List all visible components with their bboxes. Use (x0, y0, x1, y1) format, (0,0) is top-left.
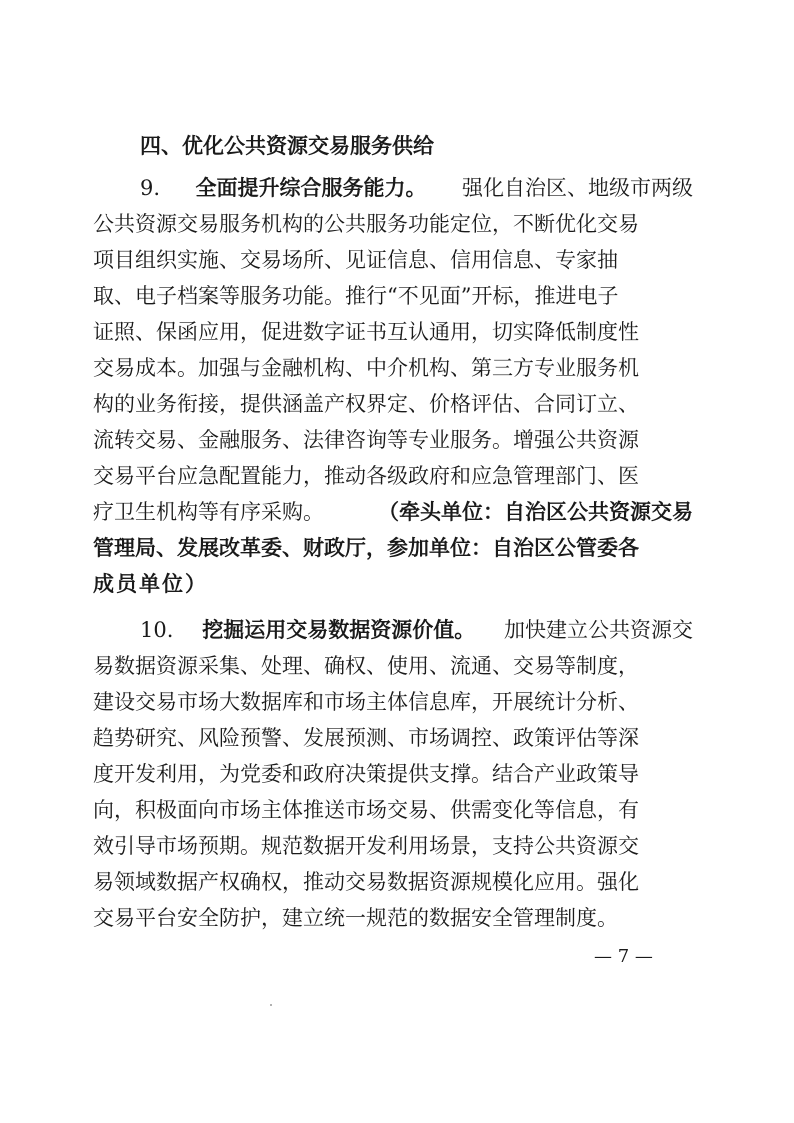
item9-responsible-1: 管理局、发展改革委、财政厅，参加单位：自治区公管委各 (93, 535, 639, 560)
item10-line-4: 趋势研究、风险预警、发展预测、市场调控、政策评估等深 (93, 726, 639, 750)
section-heading: 四、优化公共资源交易服务供给 (140, 134, 434, 158)
item10-line-1 (140, 612, 693, 648)
item9-line-10 (93, 494, 693, 530)
item9-responsible-2: 成员单位） (93, 571, 208, 596)
item9-number: 9. (140, 176, 161, 200)
item9-line-3: 项目组织实施、交易场所、见证信息、信用信息、专家抽 (93, 248, 618, 272)
item9-line-6: 交易成本。加强与金融机构、中介机构、第三方专业服务机 (93, 356, 639, 380)
item10-line-2: 易数据资源采集、处理、确权、使用、流通、交易等制度， (93, 654, 639, 678)
item9-line-8: 流转交易、金融服务、法律咨询等专业服务。增强公共资源 (93, 428, 639, 452)
item10-line-6: 向，积极面向市场主体推送市场交易、供需变化等信息，有 (93, 798, 639, 822)
item9-line-9: 交易平台应急配置能力，推动各级政府和应急管理部门、医 (93, 464, 639, 488)
page-number: — 7 — (594, 946, 653, 967)
item9-text-9: 疗卫生机构等有序采购。 (93, 500, 324, 524)
item9-lead: 全面提升综合服务能力。 (195, 175, 427, 200)
item10-text-0: 加快建立公共资源交 (504, 618, 693, 642)
item10-number: 10. (140, 618, 174, 642)
item10-line-7: 效引导市场预期。规范数据开发利用场景，支持公共资源交 (93, 834, 639, 858)
item9-line-7: 构的业务衔接，提供涵盖产权界定、价格评估、合同订立、 (93, 392, 639, 416)
item9-text-0: 强化自治区、地级市两级 (461, 176, 693, 200)
item9-line-5: 证照、保函应用，促进数字证书互认通用，切实降低制度性 (93, 320, 639, 344)
item10-lead: 挖掘运用交易数据资源价值。 (202, 617, 476, 642)
item9-line-1 (140, 170, 693, 206)
item10-line-5: 度开发利用，为党委和政府决策提供支撑。结合产业政策导 (93, 762, 639, 786)
item9-responsible-0: （牵头单位：自治区公共资源交易 (378, 499, 693, 524)
item10-line-8: 易领域数据产权确权，推动交易数据资源规模化应用。强化 (93, 870, 639, 894)
item10-line-9: 交易平台安全防护，建立统一规范的数据安全管理制度。 (93, 906, 618, 930)
item9-line-4: 取、电子档案等服务功能。推行“不见面”开标，推进电子 (93, 284, 619, 308)
scan-speck (270, 1004, 272, 1006)
item9-line-2: 公共资源交易服务机构的公共服务功能定位，不断优化交易 (93, 212, 639, 236)
item10-line-3: 建设交易市场大数据库和市场主体信息库，开展统计分析、 (93, 690, 639, 714)
